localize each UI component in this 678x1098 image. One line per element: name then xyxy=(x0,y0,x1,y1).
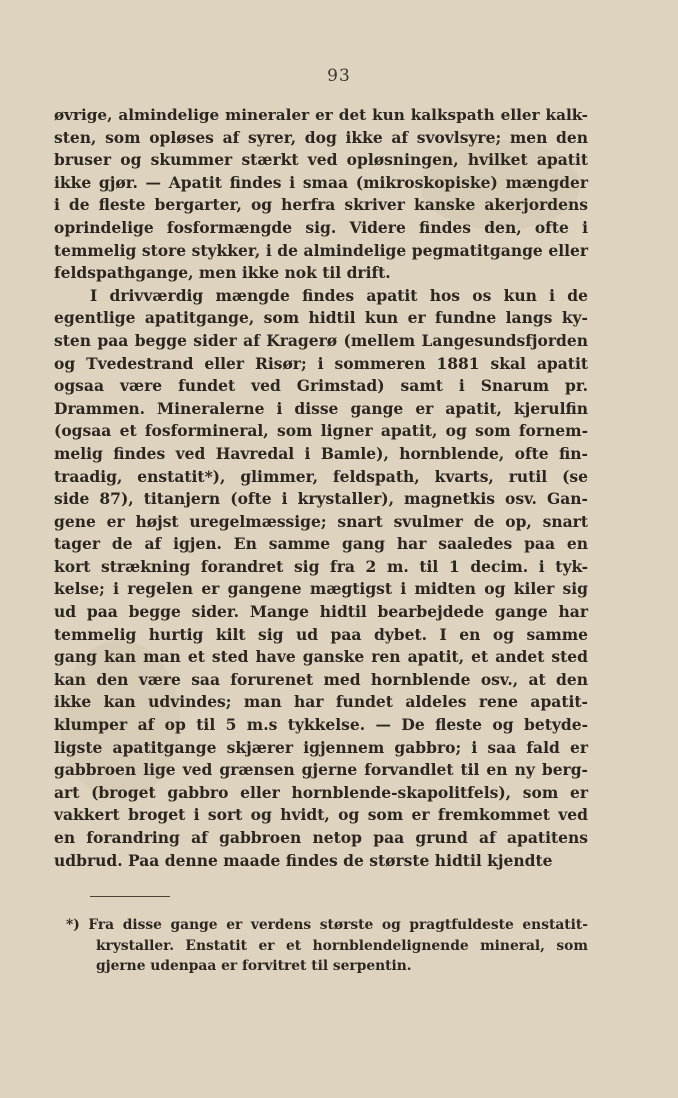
text-line: ud paa begge sider. Mange hidtil bearbejdede gange har xyxy=(54,602,588,622)
text-line: oprindelige fosformængde sig. Videre findes den, ofte i xyxy=(54,217,588,237)
text-line: ikke gjør. — Apatit findes i smaa (mikroskopiske) mængder xyxy=(54,172,588,192)
text-line: kelse; i regelen er gangene mægtigst i midten og kiler sig xyxy=(54,579,588,599)
text-line: kort strækning forandret sig fra 2 m. til 1 decim. i tyk- xyxy=(54,556,588,576)
text-line: vakkert broget i sort og hvidt, og som er fremkommet ved xyxy=(54,805,588,825)
text-line: side 87), titanjern (ofte i krystaller), magnetkis osv. Gan- xyxy=(54,489,588,509)
text-line: bruser og skummer stærkt ved opløsningen, hvilket apatit xyxy=(54,150,588,170)
text-line: gabbroen lige ved grænsen gjerne forvandlet til en ny berg- xyxy=(54,760,588,780)
text-line: tager de af igjen. En samme gang har saaledes paa en xyxy=(54,534,588,554)
text-line: gene er højst uregelmæssige; snart svulmer de op, snart xyxy=(54,511,588,531)
text-line: ogsaa være fundet ved Grimstad) samt i Snarum pr. xyxy=(54,376,588,396)
footnote-line: gjerne udenpaa er forvitret til serpentin. xyxy=(96,958,412,974)
text-line: klumper af op til 5 m.s tykkelse. — De fleste og betyde- xyxy=(54,715,588,735)
text-line: kan den være saa forurenet med hornblende osv., at den xyxy=(54,669,588,689)
paragraph-first-line: I drivværdig mængde findes apatit hos os kun i de xyxy=(90,285,588,305)
text-line: feldspathgange, men ikke nok til drift. xyxy=(54,263,391,283)
text-line: i de fleste bergarter, og herfra skriver kanske akerjordens xyxy=(54,195,588,215)
text-line: art (broget gabbro eller hornblende-skapolitfels), som er xyxy=(54,782,588,802)
text-line: egentlige apatitgange, som hidtil kun er fundne langs ky- xyxy=(54,308,588,328)
text-line: sten, som opløses af syrer, dog ikke af svovlsyre; men den xyxy=(54,127,588,147)
text-line: en forandring af gabbroen netop paa grund af apatitens xyxy=(54,828,588,847)
text-line: øvrige, almindelige mineraler er det kun kalkspath eller kalk- xyxy=(54,106,588,124)
text-line: gang kan man et sted have ganske ren apatit, et andet sted xyxy=(54,647,588,667)
text-line: temmelig store stykker, i de almindelige pegmatitgange eller xyxy=(54,240,588,260)
text-line: temmelig hurtig kilt sig ud paa dybet. I en og samme xyxy=(54,624,588,644)
text-line: melig findes ved Havredal i Bamle), hornblende, ofte fin- xyxy=(54,443,588,463)
text-line: ligste apatitgange skjærer igjennem gabbro; i saa fald er xyxy=(54,737,588,757)
footnote-line: *) Fra disse gange er verdens største og pragtfuldeste enstatit- xyxy=(66,917,588,933)
text-line: og Tvedestrand eller Risør; i sommeren 1881 skal apatit xyxy=(54,353,588,373)
footnote xyxy=(66,915,588,977)
text-line: sten paa begge sider af Kragerø (mellem Langesundsfjorden xyxy=(54,330,588,350)
page-number: 93 xyxy=(327,66,351,86)
footnote-divider xyxy=(90,896,170,897)
text-line: (ogsaa et fosformineral, som ligner apatit, og som fornem- xyxy=(54,421,588,441)
text-line: Drammen. Mineralerne i disse gange er apatit, kjerulfin xyxy=(54,398,588,418)
footnote-line: krystaller. Enstatit er et hornblendelignende mineral, som xyxy=(96,937,588,954)
text-line: ikke kan udvindes; man har fundet aldeles rene apatit- xyxy=(54,692,588,712)
body-text xyxy=(54,104,588,872)
text-line: traadig, enstatit*), glimmer, feldspath, kvarts, rutil (se xyxy=(54,466,588,486)
text-line: udbrud. Paa denne maade findes de største hidtil kjendte xyxy=(54,850,553,870)
